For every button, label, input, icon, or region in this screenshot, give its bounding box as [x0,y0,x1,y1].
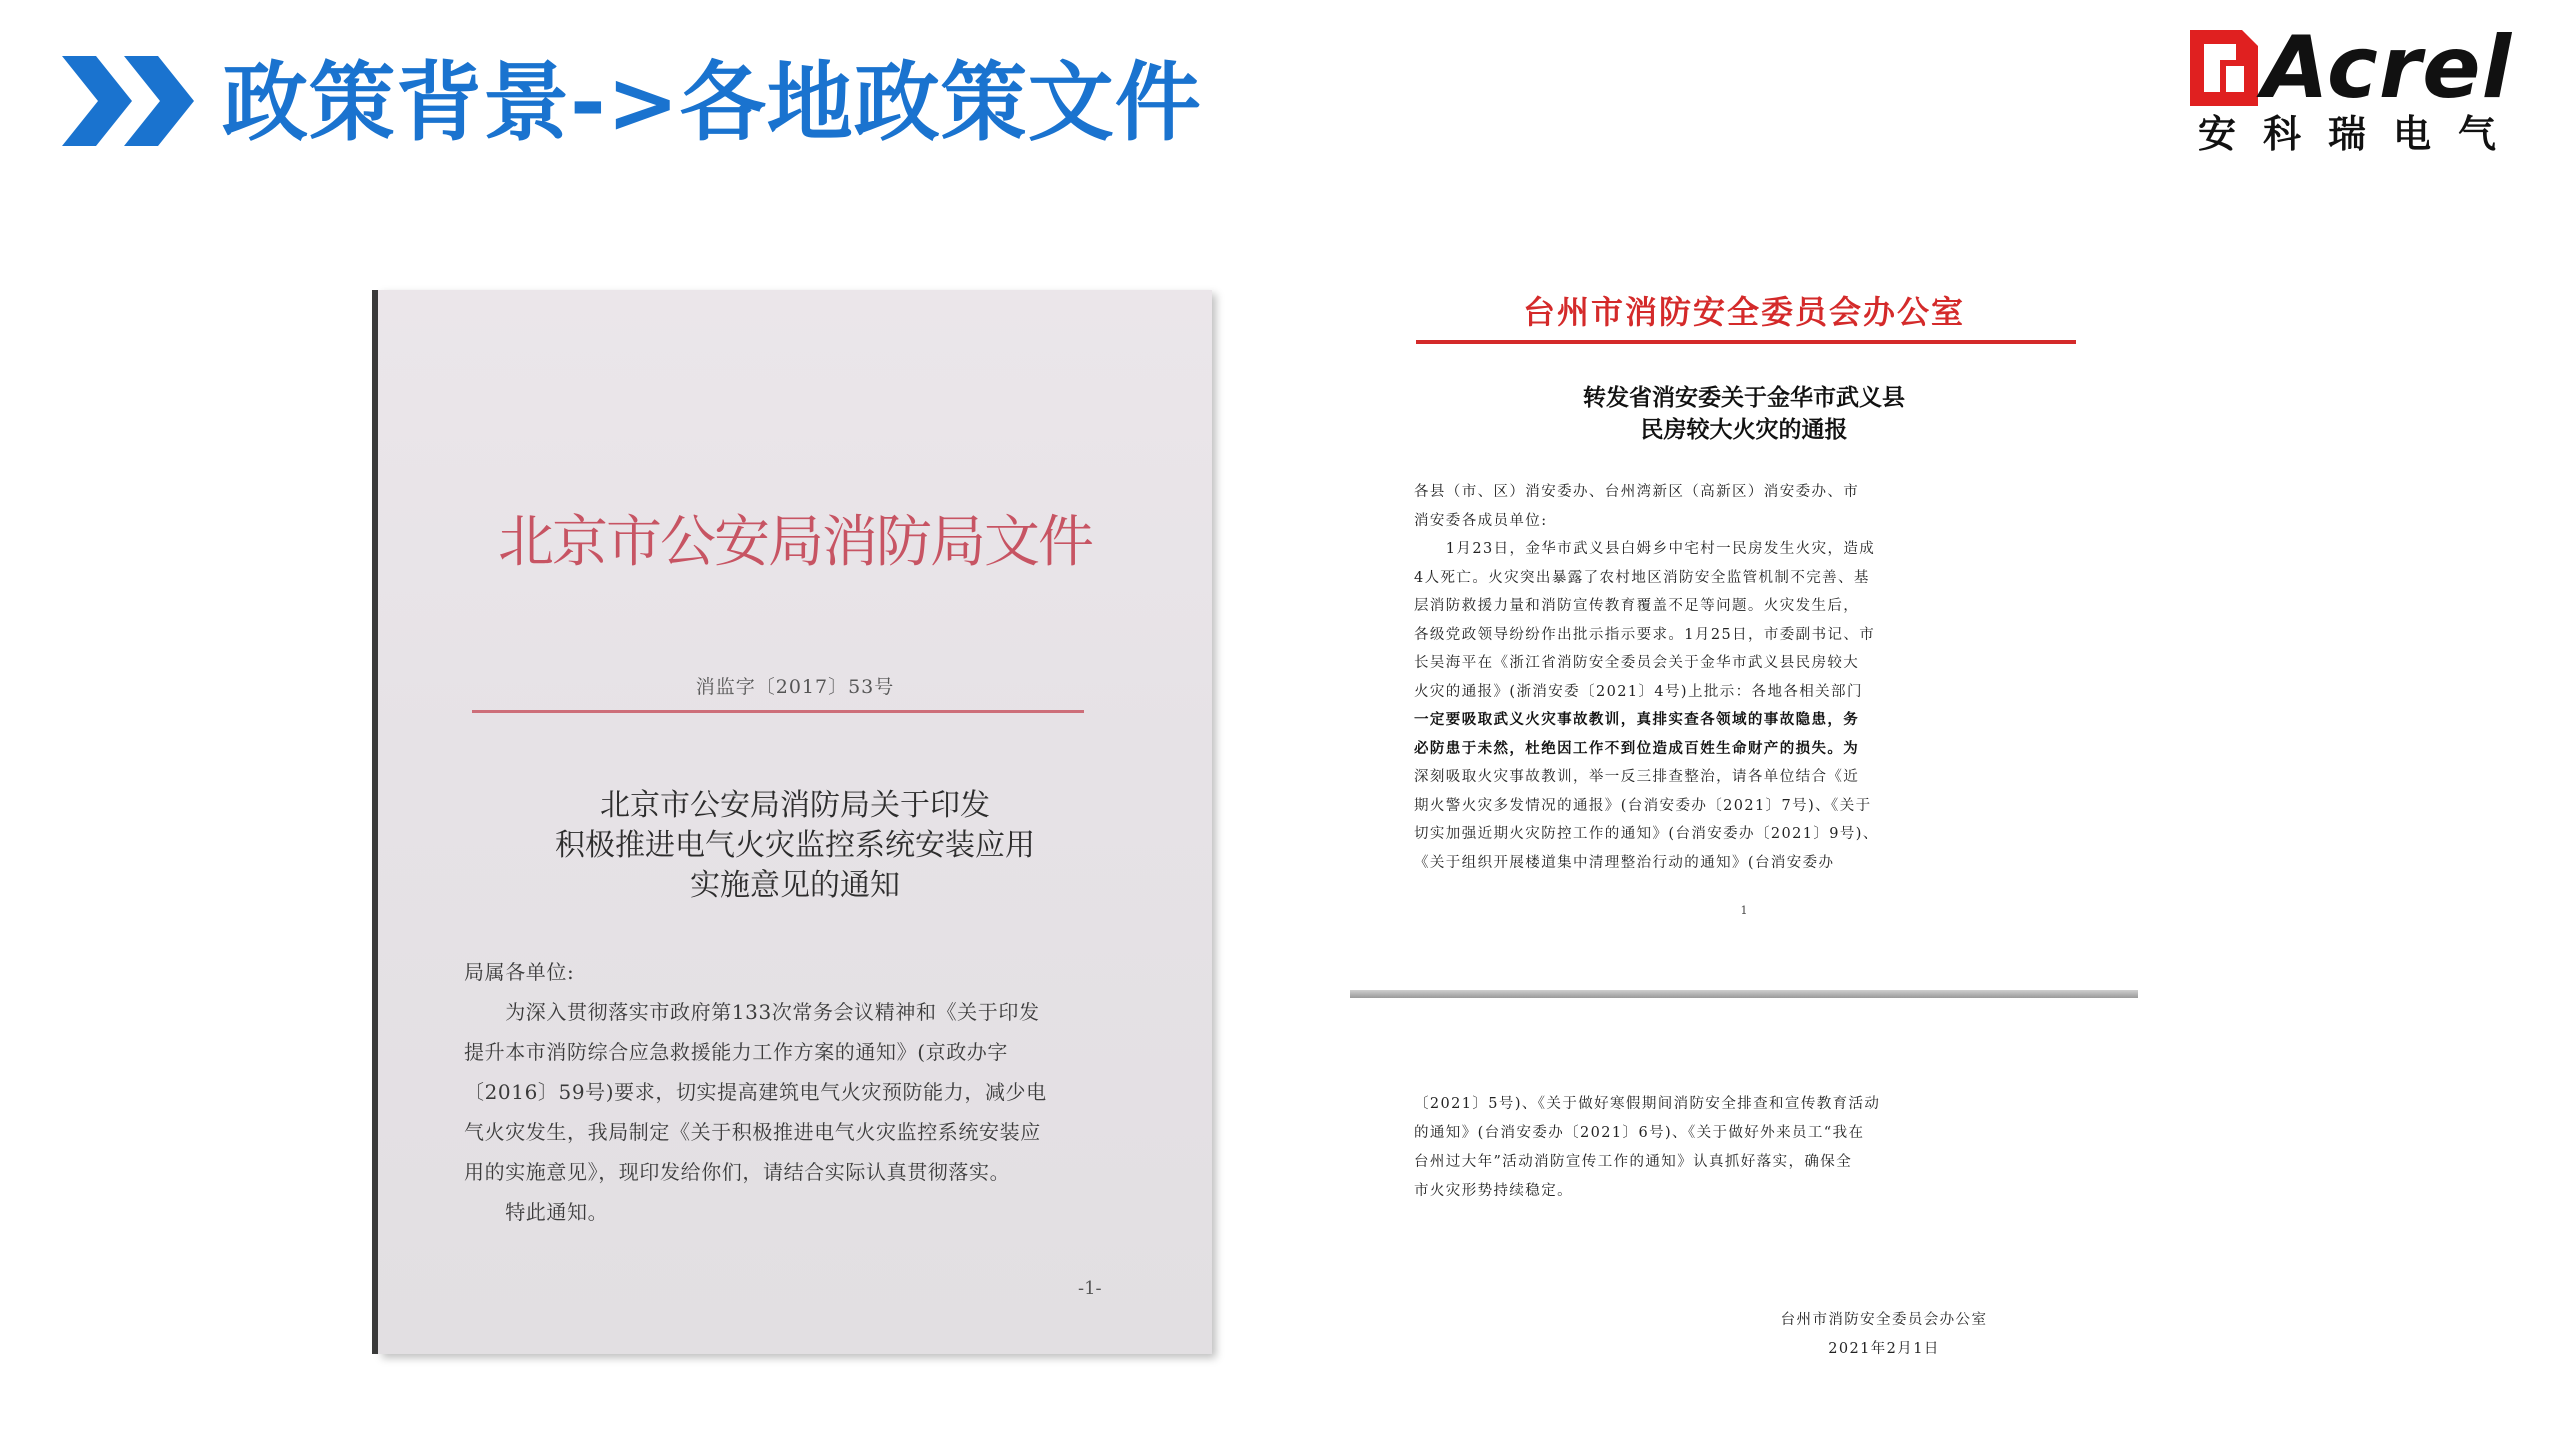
taizhou-document-page-2 [1350,1000,2138,1370]
body-line: 《关于组织开展楼道集中清理整治行动的通知》(台消安委办 [1414,854,1835,871]
logo-subtitle: 安科瑞电气 [2198,112,2524,156]
document-title [378,786,1212,906]
document-body-continued [1414,1090,2104,1206]
document-red-header: 北京市公安局消防局文件 [498,510,1092,575]
body-line: 市火灾形势持续稳定。 [1414,1183,1573,1199]
document-title-line: 北京市公安局消防局关于印发 [600,788,990,823]
document-body [464,952,1124,1232]
body-line: 提升本市消防综合应急救援能力工作方案的通知》(京政办字 [464,1040,1009,1064]
document-body [1414,478,2104,877]
document-red-header: 台州市消防安全委员会办公室 [1522,293,1965,331]
body-line: 消安委各成员单位: [1414,512,1548,529]
body-line: 特此通知。 [464,1200,609,1224]
beijing-document-image [378,290,1212,1354]
page-number: 1 [1740,904,1748,917]
document-title-line: 积极推进电气火灾监控系统安装应用 [555,828,1035,863]
body-line: 〔2021〕5号)、《关于做好寒假期间消防安全排查和宣传教育活动 [1414,1096,1881,1112]
body-line: 台州过大年”活动消防宣传工作的通知》认真抓好落实，确保全 [1414,1154,1853,1170]
body-line: 1月23日，金华市武义县白姆乡中宅村一民房发生火灾，造成 [1414,541,1876,557]
body-line: 层消防救援力量和消防宣传教育覆盖不足等问题。火灾发生后， [1414,598,1860,614]
signature-date: 2021年2月1日 [1828,1341,1940,1357]
body-line: 气火灾发生，我局制定《关于积极推进电气火灾监控系统安装应 [464,1120,1041,1144]
body-line: 火灾的通报》(浙消安委〔2021〕4号)上批示：各地各相关部门 [1414,683,1863,700]
body-line: 局属各单位: [464,960,575,984]
company-logo [2190,18,2530,156]
body-line: 深刻吸取火灾事故教训，举一反三排查整治，请各单位结合《近 [1414,769,1860,785]
body-line: 期火警火灾多发情况的通报》(台消安委办〔2021〕7号)、《关于 [1414,797,1872,814]
body-line: 各级党政领导纷纷作出批示指示要求。1月25日，市委副书记、市 [1414,626,1876,643]
body-line: 〔2016〕59号)要求，切实提高建筑电气火灾预防能力，减少电 [464,1080,1047,1104]
body-line: 长吴海平在《浙江省消防安全委员会关于金华市武义县民房较大 [1414,655,1860,671]
page-title: 政策背景->各地政策文件 [222,53,1202,153]
document-title-line: 转发省消安委关于金华市武义县 [1583,384,1905,411]
document-number: 消监字〔2017〕53号 [695,676,895,698]
page-number: -1- [1078,1278,1102,1299]
document-title [1350,382,2138,446]
red-divider-line [1416,340,2076,344]
body-line: 用的实施意见》，现印发给你们，请结合实际认真贯彻落实。 [464,1160,1011,1184]
body-line: 为深入贯彻落实市政府第133次常务会议精神和《关于印发 [464,1000,1040,1024]
double-chevron-icon [62,56,204,146]
logo-wordmark: Acrel [2262,18,2513,118]
red-divider-line [472,710,1084,713]
document-title-line: 实施意见的通知 [690,868,900,903]
body-line: 一定要吸取武义火灾事故教训，真排实查各领域的事故隐患，务 [1414,711,1860,728]
taizhou-document-page-1 [1350,286,2138,992]
acrel-mark-icon [2190,30,2258,106]
document-title-line: 民房较大火灾的通报 [1640,416,1848,443]
document-signature-block [1714,1306,2054,1364]
body-line: 各县（市、区）消安委办、台州湾新区（高新区）消安委办、市 [1414,484,1860,500]
body-line: 的通知》(台消安委办〔2021〕6号)、《关于做好外来员工“我在 [1414,1125,1865,1141]
signature-issuer: 台州市消防安全委员会办公室 [1780,1312,1988,1328]
body-line: 必防患于未然，杜绝因工作不到位造成百姓生命财产的损失。为 [1414,739,1860,757]
body-line: 切实加强近期火灾防控工作的通知》(台消安委办〔2021〕9号)、 [1414,826,1879,842]
body-line: 4人死亡。火灾突出暴露了农村地区消防安全监管机制不完善、基 [1414,569,1870,586]
page-separator [1350,990,2138,998]
